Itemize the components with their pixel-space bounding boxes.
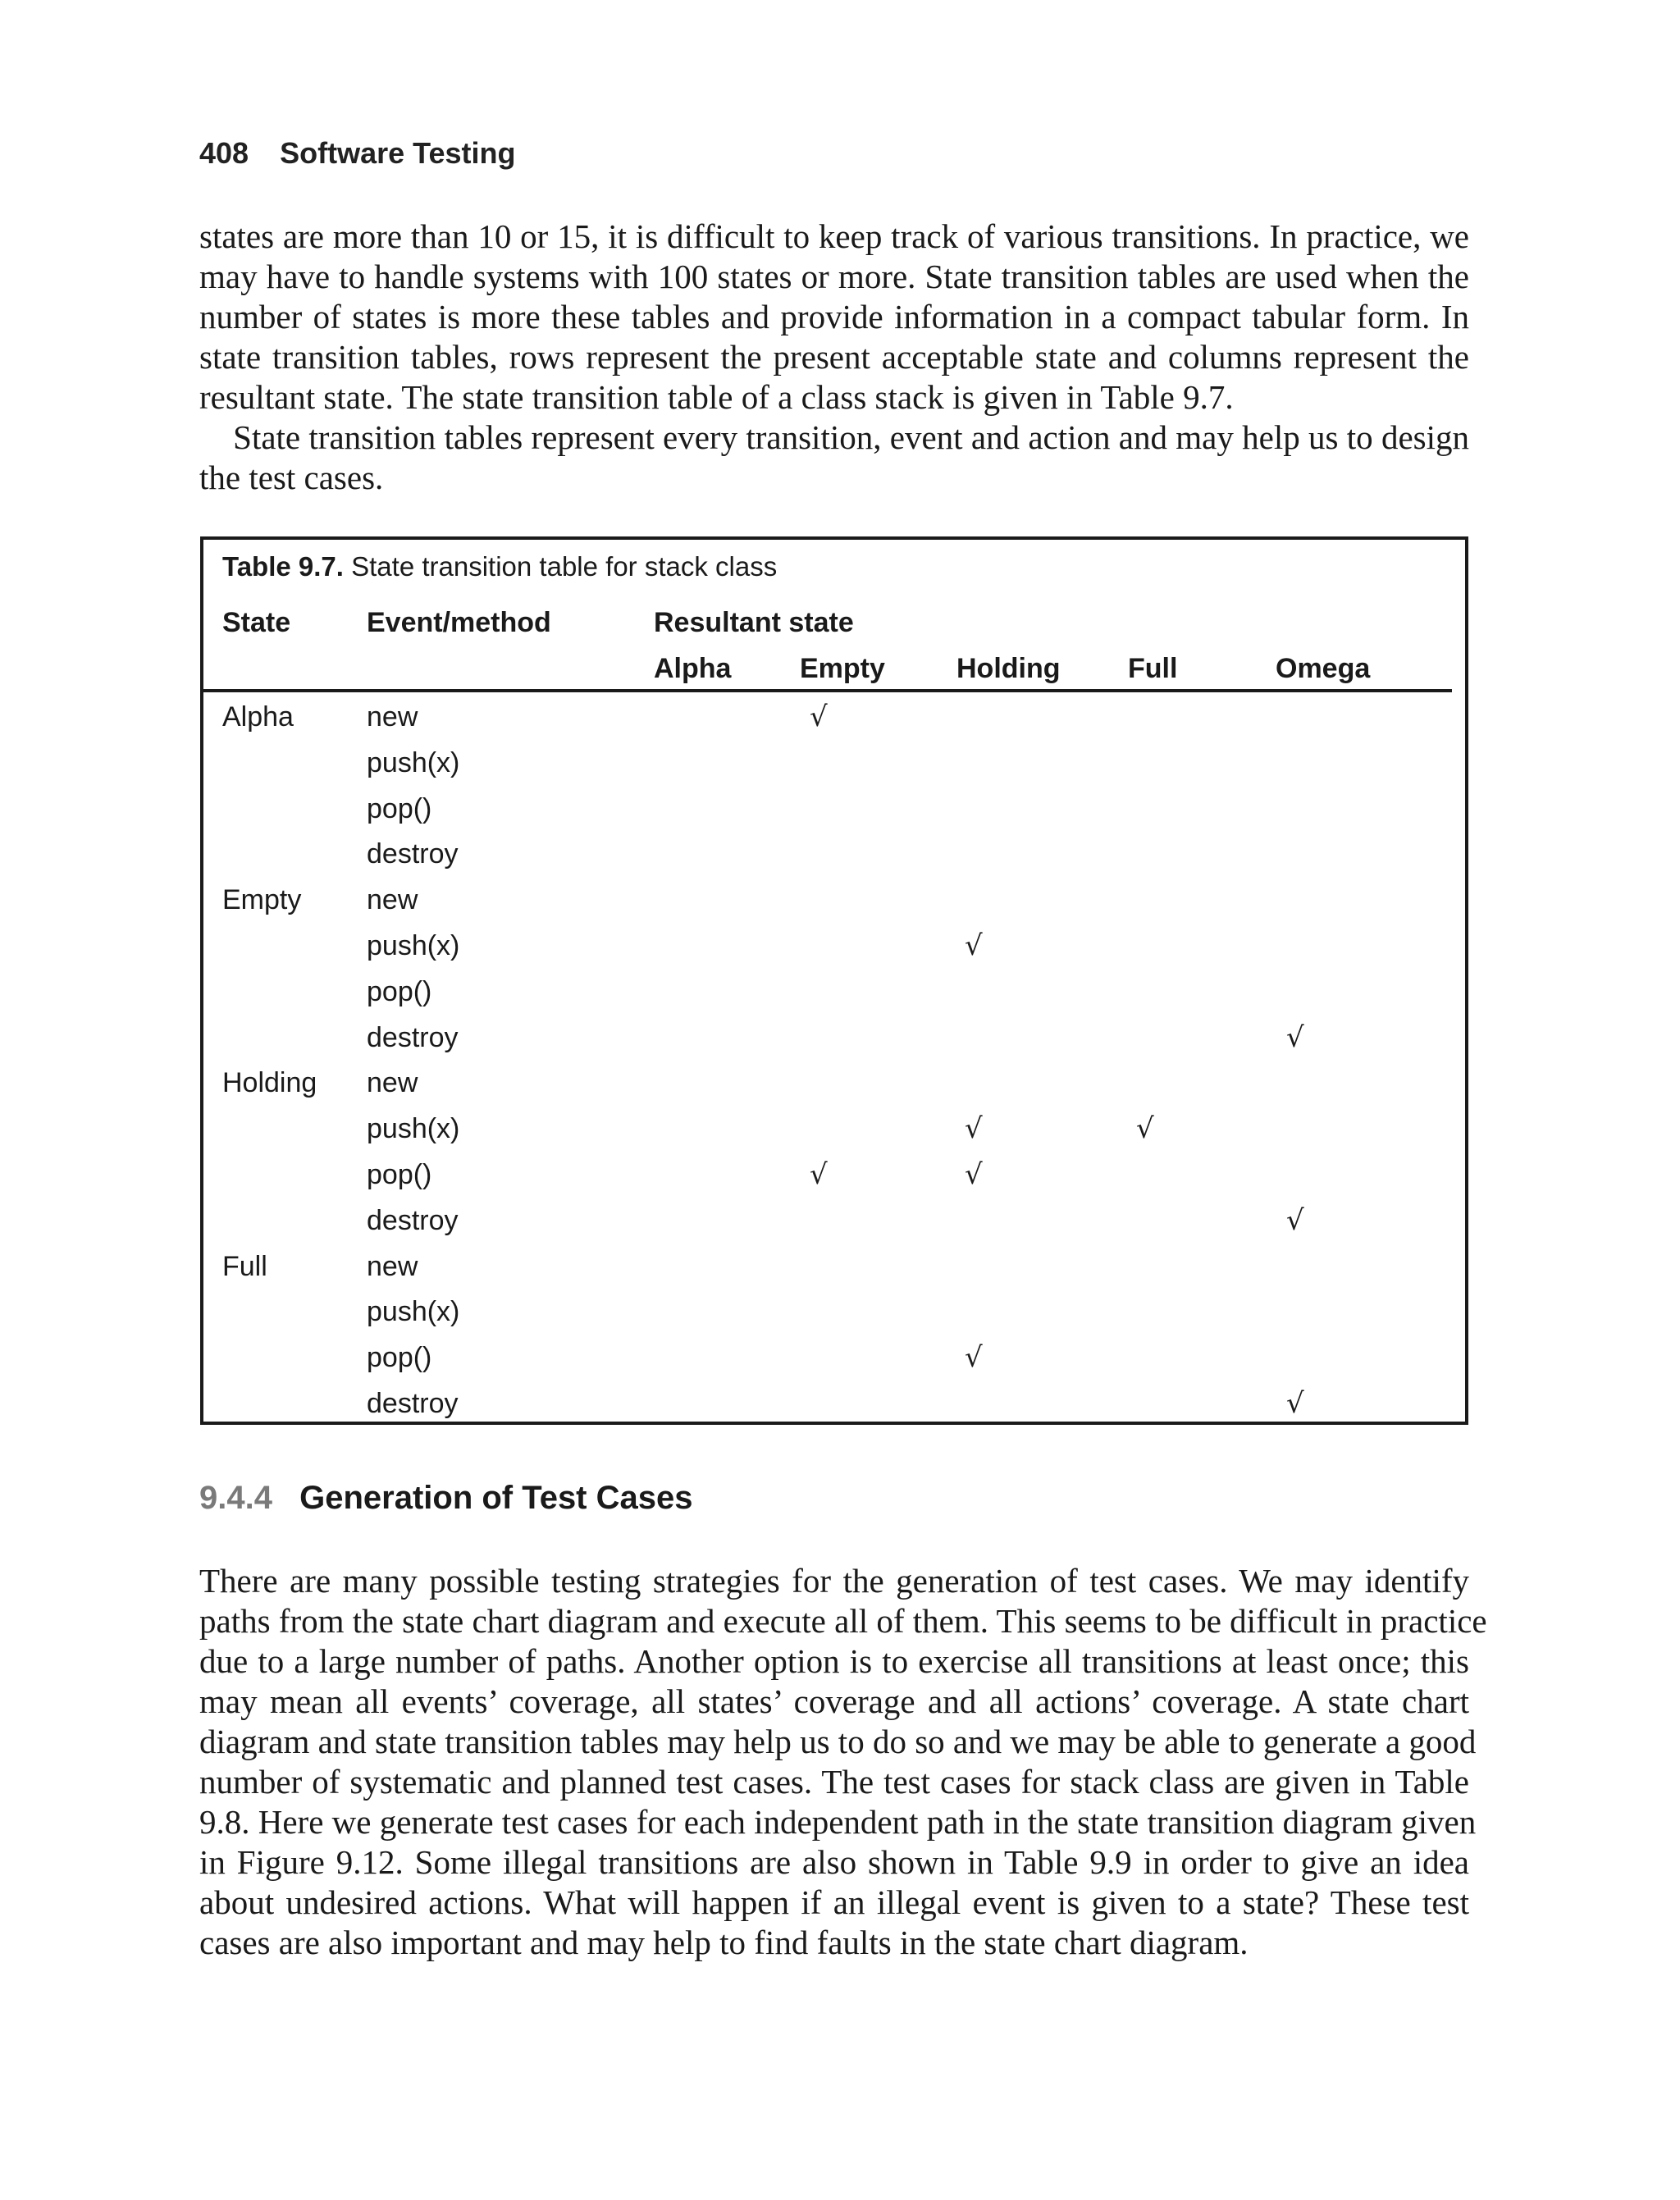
check-mark-holding: √ xyxy=(965,1158,983,1191)
table-caption-label: Table 9.7. xyxy=(222,551,344,582)
state-cell: Alpha xyxy=(222,701,294,733)
paragraph-line: due to a large number of paths. Another option is to exercise all transitions at least once; this xyxy=(199,1642,1469,1680)
check-mark-omega: √ xyxy=(1286,1021,1304,1054)
table-caption xyxy=(222,551,777,582)
check-mark-empty: √ xyxy=(810,701,828,733)
event-cell: destroy xyxy=(367,838,459,870)
paragraph-line: state transition tables, rows represent the present acceptable state and columns represent the xyxy=(199,338,1469,376)
paragraph-line: diagram and state transition tables may help us to do so and we may be able to generate a good xyxy=(199,1723,1477,1760)
event-cell: new xyxy=(367,1251,418,1282)
check-mark-holding: √ xyxy=(965,1112,983,1145)
event-cell: pop() xyxy=(367,976,432,1007)
test-cases-paragraph xyxy=(199,1561,1487,1963)
event-cell: new xyxy=(367,701,418,733)
section-number: 9.4.4 xyxy=(199,1480,272,1516)
header-col-omega: Omega xyxy=(1276,653,1371,684)
paragraph-line: number of states is more these tables and provide information in a compact tabular form. In xyxy=(199,298,1469,335)
paragraph-line: There are many possible testing strategies for the generation of test cases. We may identify xyxy=(199,1562,1469,1600)
paragraph-line: may mean all events’ coverage, all states’ coverage and all actions’ coverage. A state chart xyxy=(199,1682,1469,1720)
header-resultant-state: Resultant state xyxy=(654,607,854,638)
event-cell: new xyxy=(367,884,418,915)
page-number: 408 xyxy=(199,136,249,170)
event-cell: destroy xyxy=(367,1022,459,1053)
check-mark-full: √ xyxy=(1136,1112,1154,1145)
header-rule xyxy=(203,689,1452,692)
intro-paragraph xyxy=(199,217,1469,498)
header-col-alpha: Alpha xyxy=(654,653,732,684)
check-mark-omega: √ xyxy=(1286,1387,1304,1420)
state-cell: Holding xyxy=(222,1067,317,1098)
paragraph-line: the test cases. xyxy=(199,459,384,496)
paragraph-line: in Figure 9.12. Some illegal transitions are also shown in Table 9.9 in order to give an idea xyxy=(199,1843,1469,1881)
event-cell: push(x) xyxy=(367,930,460,961)
check-mark-empty: √ xyxy=(810,1158,828,1191)
paragraph-line: about undesired actions. What will happen if an illegal event is given to a state? These test xyxy=(199,1883,1469,1921)
header-state: State xyxy=(222,607,291,638)
book-title: Software Testing xyxy=(280,136,516,170)
paragraph-line: 9.8. Here we generate test cases for each independent path in the state transition diagram given xyxy=(199,1803,1477,1841)
header-event-method: Event/method xyxy=(367,607,551,638)
event-cell: destroy xyxy=(367,1205,459,1236)
event-cell: push(x) xyxy=(367,747,460,778)
event-cell: push(x) xyxy=(367,1113,460,1144)
state-cell: Empty xyxy=(222,884,302,915)
event-cell: pop() xyxy=(367,793,432,824)
paragraph-line: states are more than 10 or 15, it is difficult to keep track of various transitions. In practice, we xyxy=(199,217,1469,255)
header-col-holding: Holding xyxy=(956,653,1061,684)
check-mark-holding: √ xyxy=(965,1341,983,1374)
section-title: Generation of Test Cases xyxy=(299,1480,693,1516)
event-cell: destroy xyxy=(367,1388,459,1419)
section-heading xyxy=(199,1480,693,1517)
event-cell: new xyxy=(367,1067,418,1098)
check-mark-holding: √ xyxy=(965,929,983,962)
event-cell: pop() xyxy=(367,1159,432,1190)
paragraph-line: resultant state. The state transition table of a class stack is given in Table 9.7. xyxy=(199,378,1234,416)
paragraph-line: may have to handle systems with 100 states or more. State transition tables are used when the xyxy=(199,258,1469,295)
header-col-full: Full xyxy=(1128,653,1178,684)
state-cell: Full xyxy=(222,1251,267,1282)
paragraph-line: cases are also important and may help to find faults in the state chart diagram. xyxy=(199,1924,1249,1961)
paragraph-line: State transition tables represent every transition, event and action and may help us to design xyxy=(199,418,1469,456)
event-cell: push(x) xyxy=(367,1296,460,1327)
paragraph-line: paths from the state chart diagram and execute all of them. This seems to be difficult in practice xyxy=(199,1602,1487,1640)
running-header xyxy=(199,136,515,171)
paragraph-line: number of systematic and planned test cases. The test cases for stack class are given in Table xyxy=(199,1763,1469,1801)
check-mark-omega: √ xyxy=(1286,1204,1304,1237)
table-caption-text: State transition table for stack class xyxy=(351,551,778,582)
header-col-empty: Empty xyxy=(800,653,885,684)
state-transition-table xyxy=(200,536,1468,1425)
event-cell: pop() xyxy=(367,1342,432,1373)
